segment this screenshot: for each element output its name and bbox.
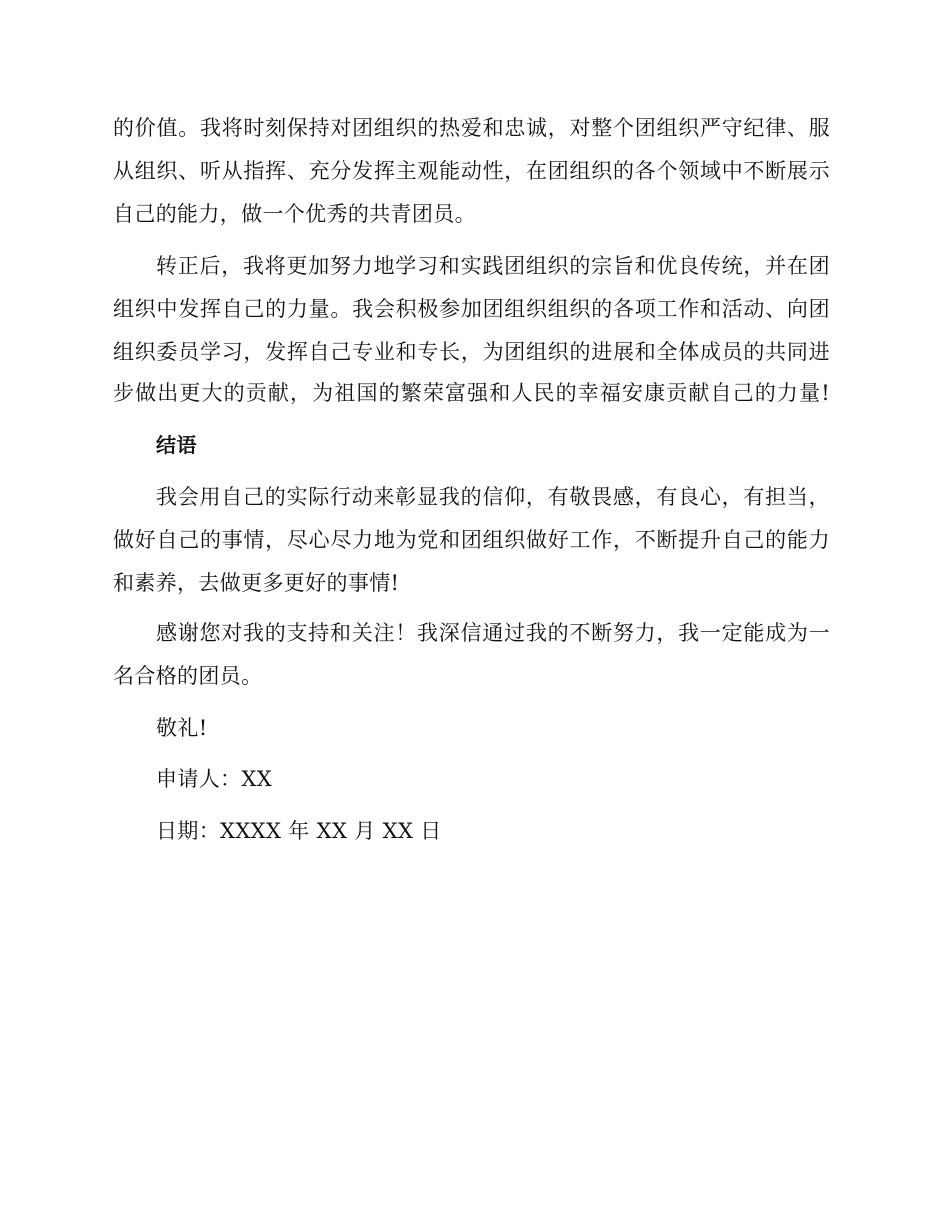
applicant-line: 申请人：XX (156, 767, 272, 791)
paragraph-2-line-2: 组织中发挥自己的力量。我会积极参加团组织组织的各项工作和活动、向团 (113, 297, 830, 321)
paragraph-2-line-3: 组织委员学习，发挥自己专业和专长，为团组织的进展和全体成员的共同进 (113, 340, 830, 364)
paragraph-1-line-2: 从组织、听从指挥、充分发挥主观能动性，在团组织的各个领域中不断展示 (113, 159, 830, 183)
paragraph-2-line-4: 步做出更大的贡献，为祖国的繁荣富强和人民的幸福安康贡献自己的力量! (113, 381, 830, 405)
paragraph-4-line-2: 名合格的团员。 (113, 664, 263, 688)
date-line: 日期：XXXX 年 XX 月 XX 日 (156, 819, 442, 843)
paragraph-1-line-1: 的价值。我将时刻保持对团组织的热爱和忠诚，对整个团组织严守纪律、服 (113, 116, 830, 140)
paragraph-3-line-2: 做好自己的事情，尽心尽力地为党和团组织做好工作，不断提升自己的能力 (113, 528, 830, 552)
paragraph-4-line-1: 感谢您对我的支持和关注！我深信通过我的不断努力，我一定能成为一 (156, 621, 830, 645)
section-heading: 结语 (156, 433, 197, 457)
paragraph-3-line-3: 和素养，去做更多更好的事情! (113, 571, 400, 595)
closing-salutation: 敬礼! (156, 716, 208, 740)
paragraph-3-line-1: 我会用自己的实际行动来彰显我的信仰，有敬畏感，有良心，有担当， (156, 485, 830, 509)
paragraph-1-line-3: 自己的能力，做一个优秀的共青团员。 (113, 202, 476, 226)
paragraph-2-line-1: 转正后，我将更加努力地学习和实践团组织的宗旨和优良传统，并在团 (156, 254, 830, 278)
